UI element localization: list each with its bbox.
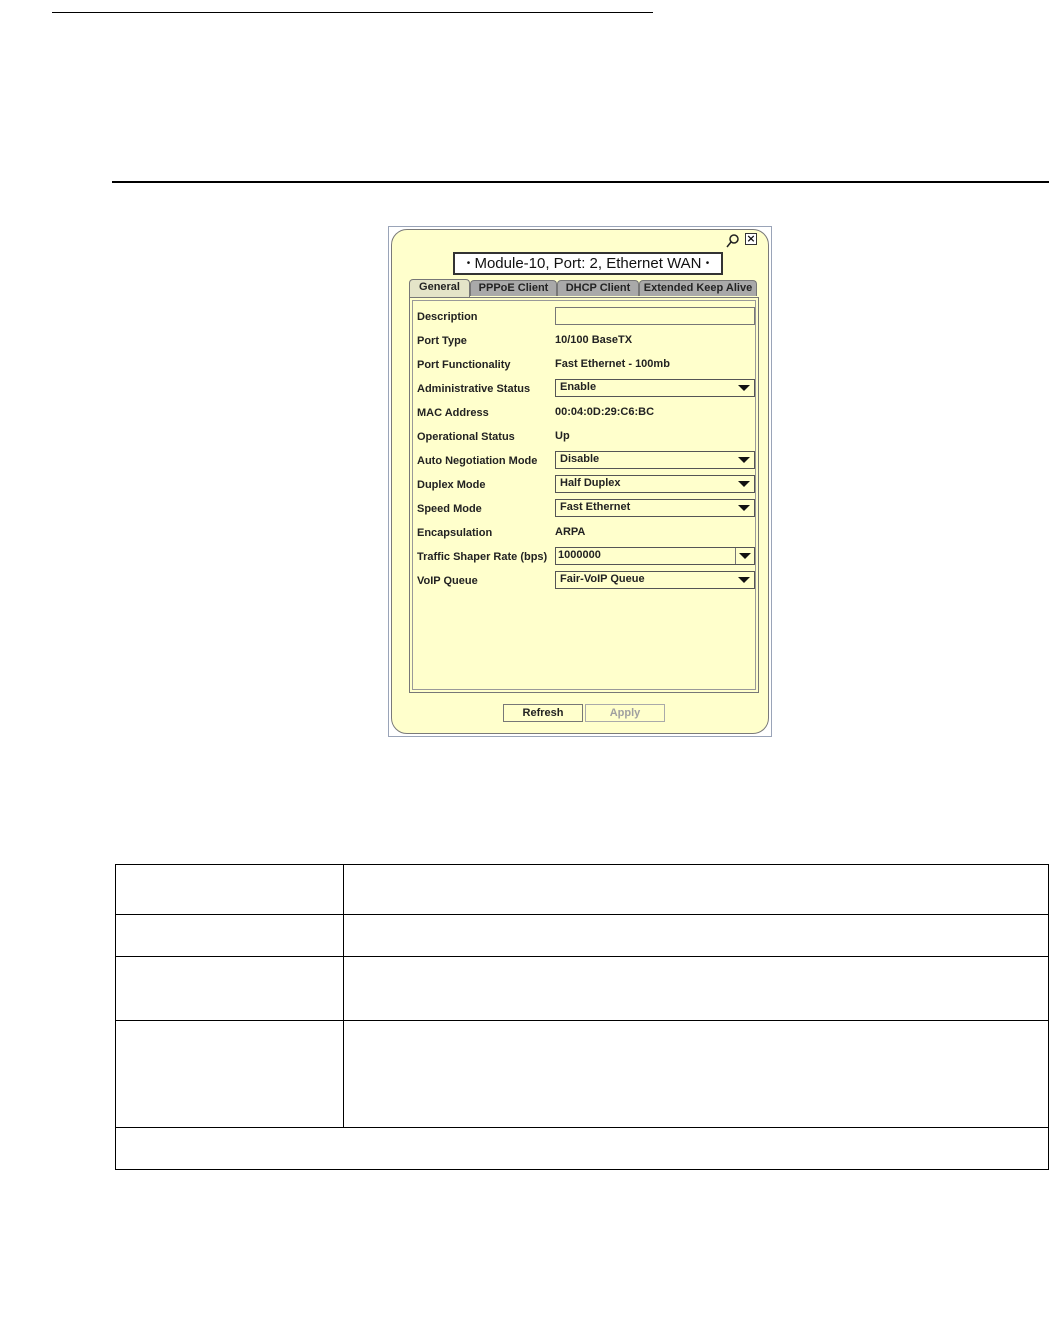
table-cell — [116, 865, 344, 915]
duplex-mode-value: Half Duplex — [560, 477, 621, 489]
row-description — [417, 307, 755, 327]
table-cell — [116, 1128, 1049, 1170]
row-auto-negotiation — [417, 451, 755, 471]
table-cell — [344, 1021, 1049, 1128]
refresh-button[interactable]: Refresh — [503, 704, 583, 722]
traffic-shaper-label: Traffic Shaper Rate (bps) — [417, 551, 548, 563]
tab-pppoe-client[interactable]: PPPoE Client — [470, 280, 557, 296]
table-row — [116, 1128, 1049, 1170]
description-field[interactable] — [555, 307, 755, 325]
table-row — [116, 957, 1049, 1021]
voip-queue-value: Fair-VoIP Queue — [560, 573, 645, 585]
table-cell — [344, 957, 1049, 1021]
voip-queue-select[interactable] — [555, 571, 755, 589]
speed-mode-value: Fast Ethernet — [560, 501, 631, 513]
title-bullet-icon: • — [466, 258, 471, 269]
chevron-down-icon — [738, 481, 750, 487]
table-cell — [116, 915, 344, 957]
mac-address-value: 00:04:0D:29:C6:BC — [555, 406, 655, 418]
row-voip-queue — [417, 571, 755, 591]
row-encapsulation — [417, 523, 755, 543]
row-speed-mode — [417, 499, 755, 519]
row-admin-status — [417, 379, 755, 399]
dialog-title-text: Module-10, Port: 2, Ethernet WAN — [474, 255, 702, 272]
chevron-down-icon — [739, 553, 751, 559]
auto-negotiation-label: Auto Negotiation Mode — [417, 455, 538, 467]
row-mac-address — [417, 403, 755, 423]
chevron-down-icon — [738, 385, 750, 391]
pushpin-icon[interactable] — [725, 233, 741, 249]
row-oper-status — [417, 427, 755, 447]
chevron-down-icon — [738, 505, 750, 511]
row-port-functionality — [417, 355, 755, 375]
table-row — [116, 915, 1049, 957]
table-row — [116, 865, 1049, 915]
apply-button[interactable]: Apply — [585, 704, 665, 722]
chevron-down-icon — [738, 457, 750, 463]
tab-extended-keep-alive[interactable]: Extended Keep Alive — [639, 280, 757, 296]
row-port-type — [417, 331, 755, 351]
oper-status-value: Up — [555, 430, 570, 442]
tab-bar — [409, 279, 759, 297]
port-type-value: 10/100 BaseTX — [555, 334, 633, 346]
duplex-mode-label: Duplex Mode — [417, 479, 486, 491]
close-icon[interactable]: × — [746, 232, 756, 245]
encapsulation-value: ARPA — [555, 526, 586, 538]
row-traffic-shaper — [417, 547, 755, 567]
voip-queue-label: VoIP Queue — [417, 575, 478, 587]
admin-status-label: Administrative Status — [417, 383, 531, 395]
admin-status-select[interactable] — [555, 379, 755, 397]
port-functionality-label: Port Functionality — [417, 359, 511, 371]
auto-negotiation-value: Disable — [560, 453, 600, 465]
general-panel — [409, 297, 759, 693]
auto-negotiation-select[interactable] — [555, 451, 755, 469]
port-config-dialog — [388, 226, 772, 737]
dialog-title — [453, 252, 723, 275]
dialog-body — [391, 229, 769, 734]
tab-general[interactable]: General — [409, 279, 470, 297]
duplex-mode-select[interactable] — [555, 475, 755, 493]
traffic-shaper-dropdown-button[interactable] — [735, 548, 754, 564]
traffic-shaper-value[interactable]: 1000000 — [558, 549, 601, 561]
description-table — [115, 864, 1049, 1170]
table-cell — [116, 957, 344, 1021]
table-row — [116, 1021, 1049, 1128]
table-cell — [116, 1021, 344, 1128]
description-label: Description — [417, 311, 478, 323]
mac-address-label: MAC Address — [417, 407, 489, 419]
speed-mode-label: Speed Mode — [417, 503, 482, 515]
chevron-down-icon — [738, 577, 750, 583]
top-short-rule — [52, 12, 653, 13]
tab-dhcp-client[interactable]: DHCP Client — [557, 280, 639, 296]
port-type-label: Port Type — [417, 335, 467, 347]
speed-mode-select[interactable] — [555, 499, 755, 517]
admin-status-value: Enable — [560, 381, 597, 393]
port-functionality-value: Fast Ethernet - 100mb — [555, 358, 670, 370]
general-panel-inner — [412, 300, 756, 690]
oper-status-label: Operational Status — [417, 431, 515, 443]
table-cell — [344, 915, 1049, 957]
title-bullet-icon: • — [705, 258, 710, 269]
row-duplex-mode — [417, 475, 755, 495]
section-rule — [112, 181, 1049, 183]
encapsulation-label: Encapsulation — [417, 527, 493, 539]
traffic-shaper-combo[interactable] — [555, 547, 755, 565]
table-cell — [344, 865, 1049, 915]
